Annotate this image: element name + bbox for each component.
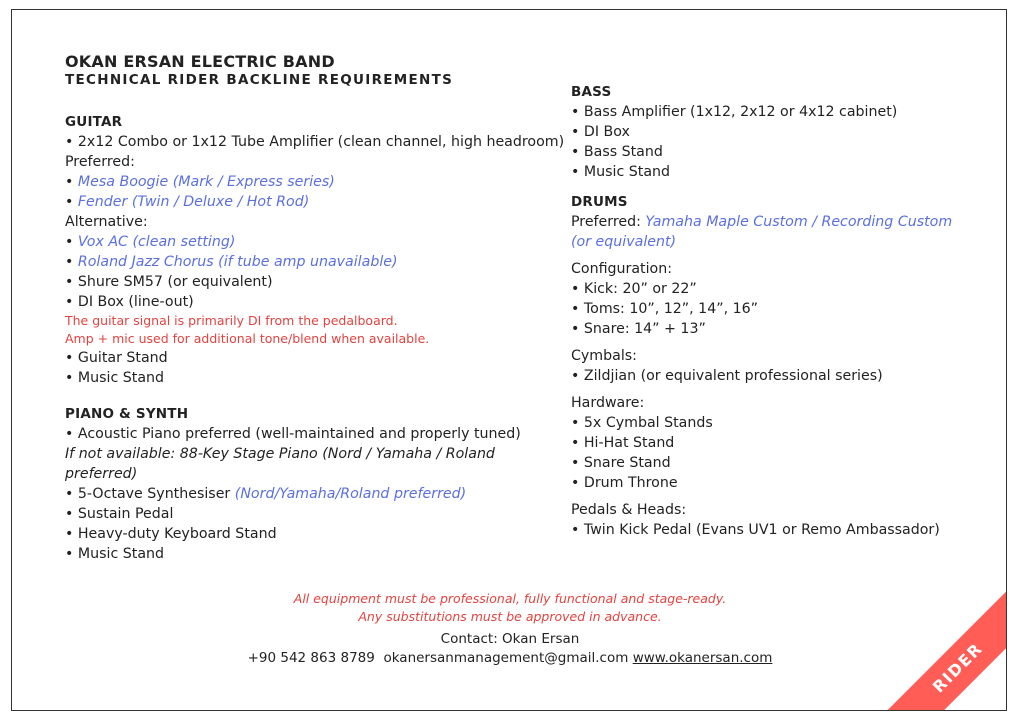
list-item: • Fender (Twin / Deluxe / Hot Rod) bbox=[65, 194, 310, 210]
list-item: • Music Stand bbox=[65, 370, 165, 386]
guitar-preferred-label: Preferred: bbox=[65, 154, 135, 170]
list-item: • Bass Amplifier (1x12, 2x12 or 4x12 cabinet) bbox=[571, 104, 898, 120]
list-item: • Roland Jazz Chorus (if tube amp unavailable) bbox=[65, 254, 398, 270]
email-address: okanersanmanagement@gmail.com bbox=[383, 650, 629, 666]
list-item: • DI Box (line-out) bbox=[65, 294, 194, 310]
page-subtitle: TECHNICAL RIDER BACKLINE REQUIREMENTS bbox=[65, 72, 454, 88]
header bbox=[65, 52, 453, 89]
guitar-note: Amp + mic used for additional tone/blend when available. bbox=[65, 331, 430, 346]
list-item: • Kick: 20” or 22” bbox=[571, 281, 697, 297]
list-item: • Guitar Stand bbox=[65, 350, 168, 366]
drums-cymbals-label: Cymbals: bbox=[571, 348, 637, 364]
list-item: • Bass Stand bbox=[571, 144, 663, 160]
list-item: • Acoustic Piano preferred (well-maintained and properly tuned) bbox=[65, 426, 521, 442]
drums-heading: DRUMS bbox=[571, 194, 628, 210]
page-title: OKAN ERSAN ELECTRIC BAND bbox=[65, 52, 335, 71]
website-link[interactable]: www.okanersan.com bbox=[632, 650, 773, 666]
list-item: • Shure SM57 (or equivalent) bbox=[65, 274, 273, 290]
footer-note: All equipment must be professional, fully functional and stage-ready. bbox=[293, 591, 727, 606]
list-item: • Music Stand bbox=[571, 164, 671, 180]
list-item: • Music Stand bbox=[65, 546, 165, 562]
guitar-alternative-label: Alternative: bbox=[65, 214, 148, 230]
drums-hardware-label: Hardware: bbox=[571, 395, 645, 411]
list-item: • Hi-Hat Stand bbox=[571, 435, 675, 451]
footer-note: Any substitutions must be approved in advance. bbox=[358, 609, 662, 624]
footer bbox=[12, 590, 1007, 668]
rider-ribbon: RIDER bbox=[873, 583, 1007, 711]
list-item: • Drum Throne bbox=[571, 475, 678, 491]
piano-fallback: If not available: 88-Key Stage Piano (Nord / Yamaha / Roland preferred) bbox=[65, 446, 495, 482]
drums-preferred: Preferred: Yamaha Maple Custom / Recording Custom (or equivalent) bbox=[571, 214, 953, 250]
list-item: • Sustain Pedal bbox=[65, 506, 174, 522]
list-item: • 2x12 Combo or 1x12 Tube Amplifier (clean channel, high headroom) bbox=[65, 134, 565, 150]
contact-details bbox=[12, 649, 1007, 668]
list-item: • DI Box bbox=[571, 124, 630, 140]
list-item: • Vox AC (clean setting) bbox=[65, 234, 236, 250]
list-item: • Zildjian (or equivalent professional series) bbox=[571, 368, 883, 384]
piano-heading: PIANO & SYNTH bbox=[65, 406, 189, 422]
guitar-note: The guitar signal is primarily DI from the pedalboard. bbox=[65, 313, 398, 328]
drums-config-label: Configuration: bbox=[571, 261, 672, 277]
right-column bbox=[571, 82, 991, 540]
list-item: • Heavy-duty Keyboard Stand bbox=[65, 526, 277, 542]
list-item: • Snare: 14” + 13” bbox=[571, 321, 706, 337]
bass-heading: BASS bbox=[571, 84, 612, 100]
list-item: • Twin Kick Pedal (Evans UV1 or Remo Ambassador) bbox=[571, 522, 940, 538]
list-item: • Snare Stand bbox=[571, 455, 671, 471]
list-item: • Mesa Boogie (Mark / Express series) bbox=[65, 174, 335, 190]
list-item: • 5-Octave Synthesiser (Nord/Yamaha/Roland preferred) bbox=[65, 486, 467, 502]
rider-page bbox=[11, 9, 1007, 711]
left-column bbox=[65, 112, 575, 564]
list-item: • Toms: 10”, 12”, 14”, 16” bbox=[571, 301, 758, 317]
guitar-heading: GUITAR bbox=[65, 114, 123, 130]
contact-line: Contact: Okan Ersan bbox=[440, 631, 580, 647]
list-item: • 5x Cymbal Stands bbox=[571, 415, 713, 431]
phone-number: +90 542 863 8789 bbox=[247, 650, 375, 666]
drums-pedals-label: Pedals & Heads: bbox=[571, 502, 687, 518]
